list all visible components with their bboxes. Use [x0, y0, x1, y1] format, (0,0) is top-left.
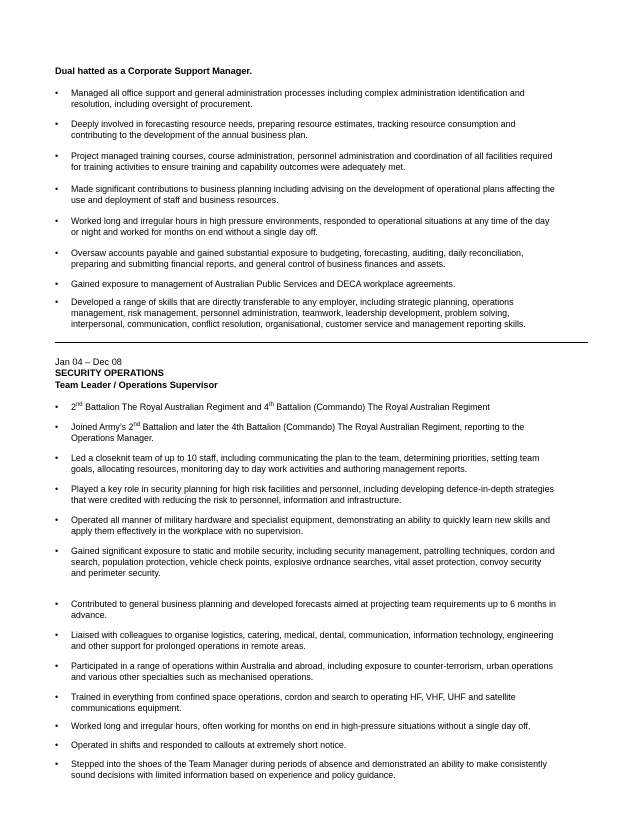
list-item-text: Operated in shifts and responded to callouts at extremely short notice.	[71, 740, 347, 750]
list-item-text: Led a closeknit team of up to 10 staff, including communicating the plan to the team, determining priorities, setting team goals, allocating resources, monitoring day to day work activities and authoring management reports.	[71, 453, 540, 474]
list-item-text: Managed all office support and general administration processes including complex administration identification and resolution, including oversight of procurement.	[71, 88, 525, 109]
bullet-icon: •	[55, 515, 59, 525]
bullet-icon: •	[55, 661, 59, 671]
bullet-icon: •	[55, 759, 59, 769]
bullet-icon: •	[55, 546, 59, 556]
bullet-icon: •	[55, 630, 59, 640]
list-item-text: Made significant contributions to business planning including advising on the development of operational plans affecting the use and deployment of staff and business resources.	[71, 184, 555, 205]
list-item-text: 2nd Battalion The Royal Australian Regiment and 4th Battalion (Commando) The Royal Australian Regiment	[71, 402, 490, 412]
list-item-text: Operated all manner of military hardware and specialist equipment, demonstrating an ability to quickly learn new skills and apply them effectively in the workplace with no supervision.	[71, 515, 550, 536]
bullet-icon: •	[55, 151, 59, 161]
list-item-text: Gained significant exposure to static and mobile security, including security management, patrolling techniques, cordon and search, population protection, vehicle check points, explosive ordnance searches, vital asset protection, convoy security and perimeter security.	[71, 546, 555, 578]
list-item-text: Deeply involved in forecasting resource needs, preparing resource estimates, tracking resource consumption and contributing to the development of the annual business plan.	[71, 119, 516, 140]
list-item-text: Trained in everything from confined space operations, cordon and search to operating HF, VHF, UHF and satellite communications equipment.	[71, 692, 516, 713]
job-title: SECURITY OPERATIONS	[55, 368, 164, 378]
bullet-icon: •	[55, 248, 59, 258]
list-item-text: Worked long and irregular hours in high pressure environments, responded to operational situations at any time of the day or night and worked for months on end without a single day off.	[71, 216, 550, 237]
bullet-icon: •	[55, 453, 59, 463]
bullet-icon: •	[55, 484, 59, 494]
bullet-icon: •	[55, 402, 59, 412]
bullet-icon: •	[55, 184, 59, 194]
list-item-text: Played a key role in security planning for high risk facilities and personnel, including developing defence-in-depth strategies that were credited with reducing the risk to personnel, information and infrastructure.	[71, 484, 554, 505]
bullet-icon: •	[55, 88, 59, 98]
job-dates: Jan 04 – Dec 08	[55, 357, 122, 367]
list-item-text: Participated in a range of operations within Australia and abroad, including exposure to counter-terrorism, urban operations and various other specialties such as mechanised operations.	[71, 661, 553, 682]
list-item-text: Developed a range of skills that are directly transferable to any employer, including strategic planning, operations management, risk management, personnel administration, teamwork, leadership development, problem solving, interpersonal, communication, conflict resolution, organisational, customer service and management reporting skills.	[71, 297, 526, 329]
list-item-text: Liaised with colleagues to organise logistics, catering, medical, dental, communication, information technology, engineering and other support for prolonged operations in remote areas.	[71, 630, 554, 651]
list-item-text: Gained exposure to management of Australian Public Services and DECA workplace agreements.	[71, 279, 456, 289]
bullet-icon: •	[55, 721, 59, 731]
bullet-icon: •	[55, 119, 59, 129]
bullet-icon: •	[55, 692, 59, 702]
bullet-icon: •	[55, 422, 59, 432]
list-item-text: Project managed training courses, course administration, personnel administration and coordination of all facilities required for training activities to ensure training and capability outcomes were adequately met.	[71, 151, 553, 172]
section-divider	[55, 342, 588, 343]
bullet-icon: •	[55, 740, 59, 750]
bullet-icon: •	[55, 599, 59, 609]
section-heading-corporate-support: Dual hatted as a Corporate Support Manager.	[55, 66, 253, 76]
job-role: Team Leader / Operations Supervisor	[55, 380, 218, 390]
list-item-text: Worked long and irregular hours, often working for months on end in high-pressure situations without a single day off.	[71, 721, 531, 731]
bullet-icon: •	[55, 279, 59, 289]
bullet-icon: •	[55, 297, 59, 307]
list-item-text: Joined Army’s 2nd Battalion and later the 4th Battalion (Commando) The Royal Australian Regiment, reporting to the Operations Manager.	[71, 422, 525, 443]
list-item-text: Oversaw accounts payable and gained substantial exposure to budgeting, forecasting, auditing, daily reconciliation, preparing and submitting financial reports, and general control of business finances and assets.	[71, 248, 524, 269]
list-item-text: Stepped into the shoes of the Team Manager during periods of absence and demonstrated an ability to make consistently sound decisions with limited information based on experience and policy guidance.	[71, 759, 547, 780]
list-item-text: Contributed to general business planning and developed forecasts aimed at projecting team requirements up to 6 months in advance.	[71, 599, 556, 620]
bullet-icon: •	[55, 216, 59, 226]
